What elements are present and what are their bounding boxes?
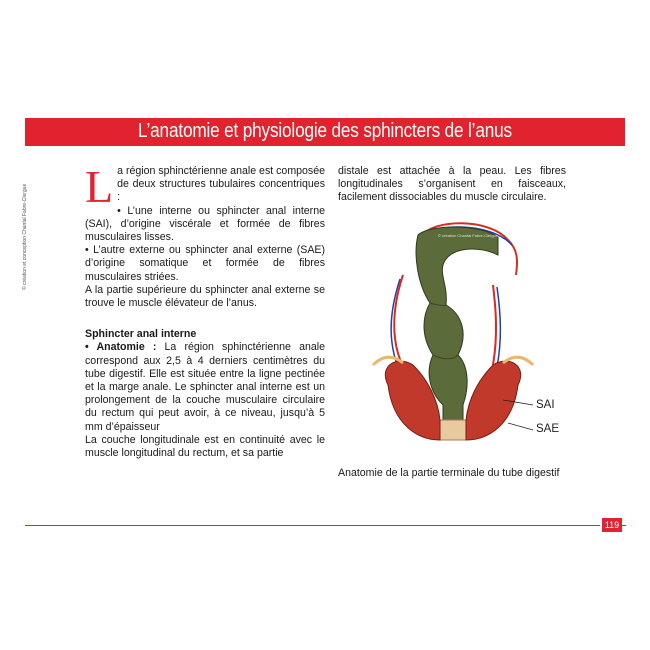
left-column	[85, 161, 326, 460]
bullet-sai: • L’une interne ou sphincter anal interne (SAI), d’origine viscérale et formée de fibres musculaires lisses.	[85, 204, 325, 244]
credit-vertical: © création et conception Chantal Fabre-Clergue	[22, 183, 28, 290]
figure-watermark: © création Chantal Fabre-Clergue	[438, 233, 499, 238]
footer-rule	[25, 525, 600, 526]
anatomy-paragraph	[85, 341, 325, 433]
longitudinal-paragraph: La couche longitudinale est en continuité avec le muscle longitudinal du rectum, et sa partie	[85, 433, 325, 460]
label-sai: SAI	[536, 399, 555, 411]
page-number: 119	[602, 518, 622, 532]
bullet-sae: • L’autre externe ou sphincter anal externe (SAE) d’origine somatique et formée de fibres musculaires striées.	[85, 244, 325, 283]
anatomy-text: La région sphinctérienne anale correspond aux 2,5 à 4 derniers centimètres du tube digestif. Elle est située entre la ligne pectinée et la marge anale. Le sphincter anal interne est un prolongement de la couche musculaire circulaire du rectum qui peut avoir, à ce niveau, jusqu’à 5 mm d’épaisseur	[85, 341, 325, 433]
page-title: L’anatomie et physiologie des sphincters de l’anus	[138, 120, 512, 142]
anatomy-label: • Anatomie :	[85, 341, 157, 354]
levator-paragraph: A la partie supérieure du sphincter anal externe se trouve le muscle élévateur de l’anus.	[85, 283, 325, 310]
drop-cap: L	[85, 161, 114, 212]
intro-paragraph: a région sphinctérienne anale est composée de deux structures tubulaires concentriques :	[117, 165, 326, 204]
title-bar	[25, 118, 625, 146]
label-sae: SAE	[536, 423, 560, 435]
anatomy-illustration	[368, 215, 568, 465]
right-column: distale est attachée à la peau. Les fibres longitudinales s’organisent en faisceaux, facilement dissociables du muscle circulaire.	[338, 165, 566, 204]
section-heading: Sphincter anal interne	[85, 328, 197, 341]
footer-rule-tail	[622, 525, 626, 526]
figure-caption: Anatomie de la partie terminale du tube digestif	[338, 467, 560, 479]
